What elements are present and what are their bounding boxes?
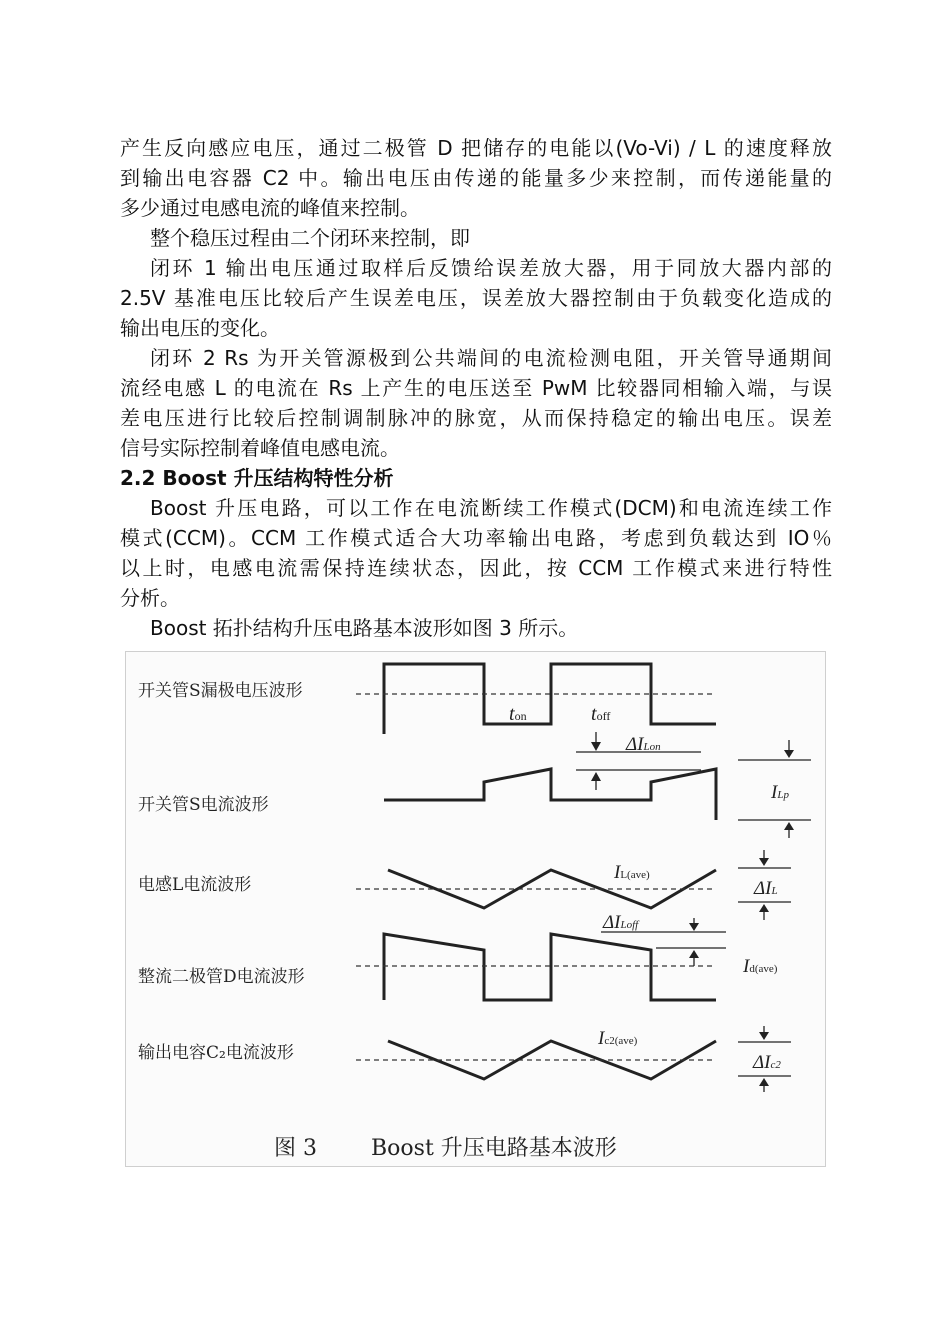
text-line: 输出电压的变化。	[120, 316, 280, 340]
ilp-symbol: ILp	[771, 782, 789, 803]
text-line: 2.5V 基准电压比较后产生误差电压，误差放大器控制由于负载变化造成的	[120, 286, 832, 310]
text-line: 信号实际控制着峰值电感电流。	[120, 436, 400, 460]
label-diode-current: 整流二极管D电流波形	[138, 967, 305, 987]
figure-caption-number: 图 3	[274, 1136, 317, 1161]
text-line: 多少通过电感电流的峰值来控制。	[120, 196, 420, 220]
text-line: Boost 升压电路，可以工作在电流断续工作模式(DCM)和电流连续工作	[150, 496, 832, 520]
text-line: 分析。	[120, 586, 180, 610]
t-on-symbol: ton	[509, 703, 527, 725]
paragraph	[120, 613, 832, 643]
label-switch-current: 开关管S电流波形	[138, 795, 269, 815]
label-switch-voltage: 开关管S漏极电压波形	[138, 681, 303, 701]
switch-voltage-waveform	[384, 664, 716, 734]
paragraph	[120, 133, 832, 223]
text-line: 以上时，电感电流需保持连续状态，因此，按 CCM 工作模式来进行特性	[120, 556, 832, 580]
delta-il-on-symbol: ΔILon	[626, 734, 661, 755]
ic2-ave-symbol: Ic2(ave)	[598, 1028, 638, 1049]
delta-ic2-symbol: ΔIc2	[753, 1052, 781, 1073]
text-line: Boost 拓扑结构升压电路基本波形如图 3 所示。	[150, 616, 579, 640]
il-ave-symbol: IL(ave)	[614, 862, 650, 883]
body-text	[120, 133, 832, 643]
paragraph	[120, 253, 832, 343]
label-inductor-current: 电感L电流波形	[138, 875, 252, 895]
t-off-symbol: toff	[591, 703, 611, 725]
text-line: 闭环 1 输出电压通过取样后反馈给误差放大器，用于同放大器内部的	[150, 256, 832, 280]
delta-il-off-symbol: ΔILoff	[603, 912, 639, 933]
figure-3-boost-waveforms	[125, 651, 826, 1167]
waveform-diagram	[126, 652, 825, 1166]
label-capacitor-current: 输出电容C₂电流波形	[138, 1043, 294, 1063]
text-line: 流经电感 L 的电流在 Rs 上产生的电压送至 PwM 比较器同相输入端，与误	[120, 376, 832, 400]
section-heading	[120, 463, 832, 493]
text-line: 模式(CCM)。CCM 工作模式适合大功率输出电路，考虑到负载达到 IO％	[120, 526, 832, 550]
diode-current-waveform	[384, 934, 716, 1000]
text-line: 闭环 2 Rs 为开关管源极到公共端间的电流检测电阻，开关管导通期间	[150, 346, 832, 370]
paragraph	[120, 223, 832, 253]
id-ave-symbol: Id(ave)	[743, 956, 778, 977]
text-line: 整个稳压过程由二个闭环来控制，即	[150, 226, 470, 250]
paragraph	[120, 343, 832, 463]
delta-il-symbol: ΔIL	[754, 878, 778, 899]
paragraph	[120, 493, 832, 613]
text-line: 产生反向感应电压，通过二极管 D 把储存的电能以(Vo-Vi) / L 的速度释放	[120, 136, 832, 160]
text-line: 到输出电容器 C2 中。输出电压由传递的能量多少来控制，而传递能量的	[120, 166, 832, 190]
text-line: 差电压进行比较后控制调制脉冲的脉宽，从而保持稳定的输出电压。误差	[120, 406, 832, 430]
text-line: 2.2 Boost 升压结构特性分析	[120, 466, 394, 490]
switch-current-waveform	[384, 769, 716, 820]
figure-caption-title: Boost 升压电路基本波形	[371, 1136, 617, 1161]
